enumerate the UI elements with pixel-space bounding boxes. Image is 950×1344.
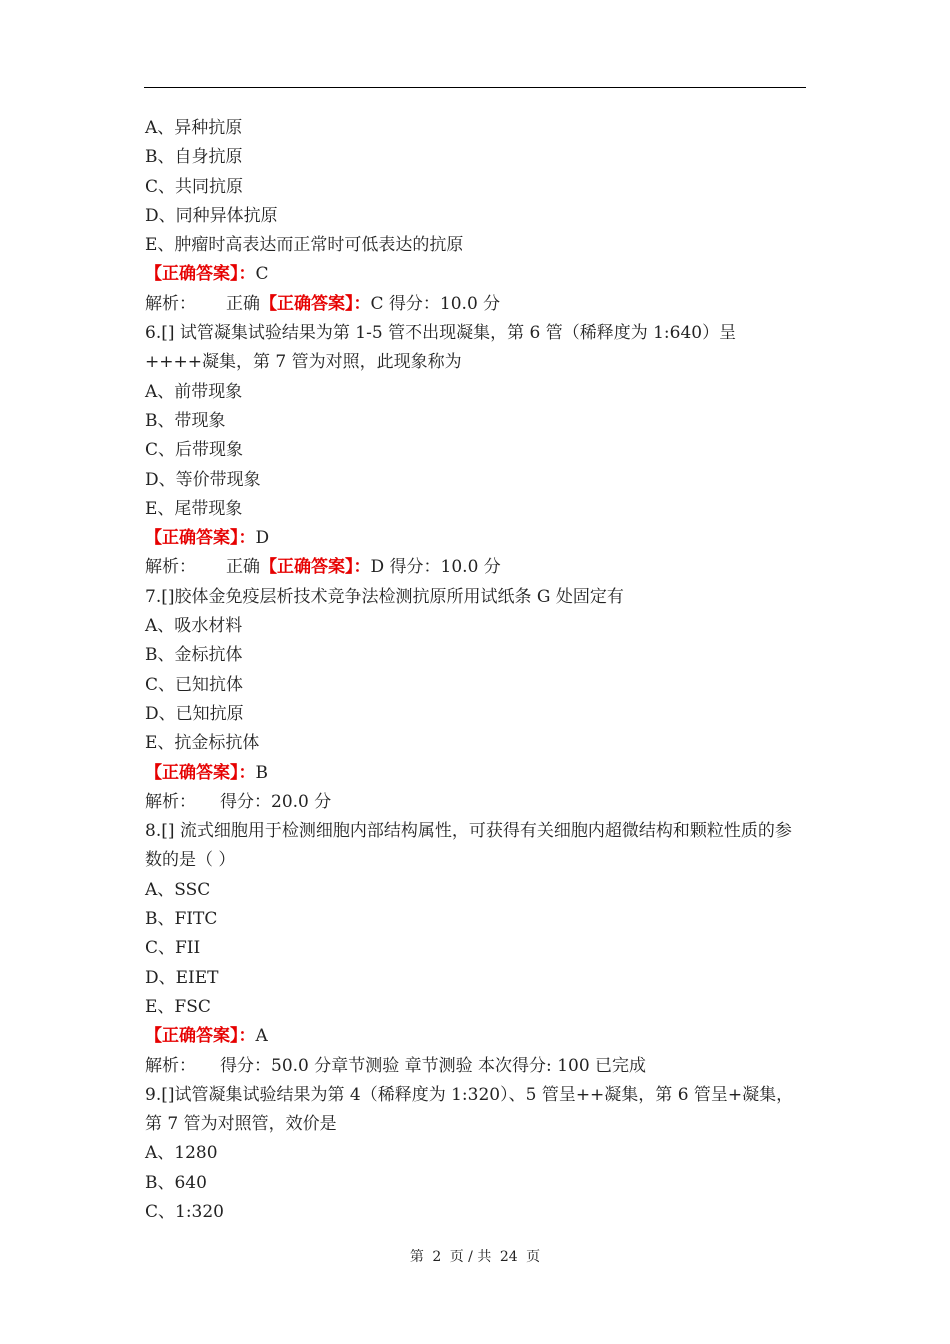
analysis-rest: D 得分：10.0 分	[370, 557, 501, 578]
option-a: A、吸水材料	[145, 616, 243, 637]
option-a: A、SSC	[145, 879, 211, 900]
page-content	[145, 114, 807, 1227]
option-d: D、EIET	[145, 967, 219, 988]
correct-answer-label: 【正确答案】：	[145, 528, 256, 549]
option-b: B、FITC	[145, 909, 218, 930]
option-c: C、FII	[145, 938, 201, 959]
analysis-correct: 正确	[226, 557, 260, 578]
footer-suffix: 页	[526, 1249, 541, 1265]
correct-answer-value: D	[255, 528, 270, 549]
option-e: E、FSC	[145, 996, 211, 1017]
question-stem: 6.[] 试管凝集试验结果为第 1-5 管不出现凝集，第 6 管（稀释度为 1:640）呈++++凝集，第 7 管为对照，此现象称为	[145, 323, 737, 373]
option-e: E、肿瘤时高表达而正常时可低表达的抗原	[145, 235, 464, 256]
option-a: A、1280	[145, 1143, 218, 1164]
footer-total-pages: 24	[499, 1249, 518, 1265]
footer-page-number: 2	[432, 1249, 442, 1265]
analysis-answer-label: 【正确答案】：	[260, 557, 371, 578]
correct-answer-value: B	[255, 762, 268, 783]
analysis-rest: 得分：50.0 分章节测验 章节测验 本次得分: 100 已完成	[220, 1055, 647, 1076]
analysis-prefix: 解析：	[145, 1055, 196, 1076]
analysis-correct: 正确	[226, 293, 260, 314]
correct-answer	[145, 759, 807, 788]
option-c: C、后带现象	[145, 440, 244, 461]
option-c: C、已知抗体	[145, 674, 244, 695]
analysis	[145, 788, 807, 817]
option-c: C、共同抗原	[145, 176, 244, 197]
correct-answer	[145, 1022, 807, 1051]
analysis-prefix: 解析：	[145, 557, 196, 578]
option-e: E、抗金标抗体	[145, 733, 260, 754]
question-stem: 9.[]试管凝集试验结果为第 4（稀释度为 1:320）、5 管呈++凝集，第 6 管呈+凝集，第 7 管为对照管，效价是	[145, 1084, 794, 1135]
analysis-answer-label: 【正确答案】：	[260, 293, 371, 314]
analysis-rest: C 得分：10.0 分	[370, 293, 501, 314]
analysis	[145, 1052, 807, 1081]
option-c: C、1:320	[145, 1201, 224, 1222]
correct-answer-value: C	[255, 264, 269, 285]
header-rule	[144, 87, 806, 88]
option-b: B、金标抗体	[145, 645, 243, 666]
option-d: D、等价带现象	[145, 469, 261, 490]
correct-answer	[145, 260, 807, 289]
analysis	[145, 290, 807, 319]
option-d: D、同种异体抗原	[145, 205, 278, 226]
correct-answer-label: 【正确答案】：	[145, 264, 256, 285]
footer-mid: 页 / 共	[449, 1249, 492, 1265]
correct-answer	[145, 524, 807, 553]
option-d: D、已知抗原	[145, 703, 244, 724]
option-b: B、带现象	[145, 410, 226, 431]
analysis-prefix: 解析：	[145, 293, 196, 314]
question-stem: 8.[] 流式细胞用于检测细胞内部结构属性，可获得有关细胞内超微结构和颗粒性质的参数的是（ ）	[145, 821, 792, 871]
analysis-rest: 得分：20.0 分	[220, 791, 332, 812]
analysis-prefix: 解析：	[145, 791, 196, 812]
option-b: B、自身抗原	[145, 147, 243, 168]
option-e: E、尾带现象	[145, 498, 243, 519]
option-a: A、异种抗原	[145, 118, 243, 138]
option-b: B、640	[145, 1172, 207, 1193]
page-footer	[0, 1246, 950, 1266]
analysis	[145, 553, 807, 582]
question-stem: 7.[]胶体金免疫层析技术竞争法检测抗原所用试纸条 G 处固定有	[145, 586, 624, 607]
correct-answer-value: A	[255, 1026, 268, 1047]
correct-answer-label: 【正确答案】：	[145, 762, 256, 783]
option-a: A、前带现象	[145, 381, 243, 402]
footer-prefix: 第	[409, 1249, 424, 1265]
correct-answer-label: 【正确答案】：	[145, 1026, 256, 1047]
